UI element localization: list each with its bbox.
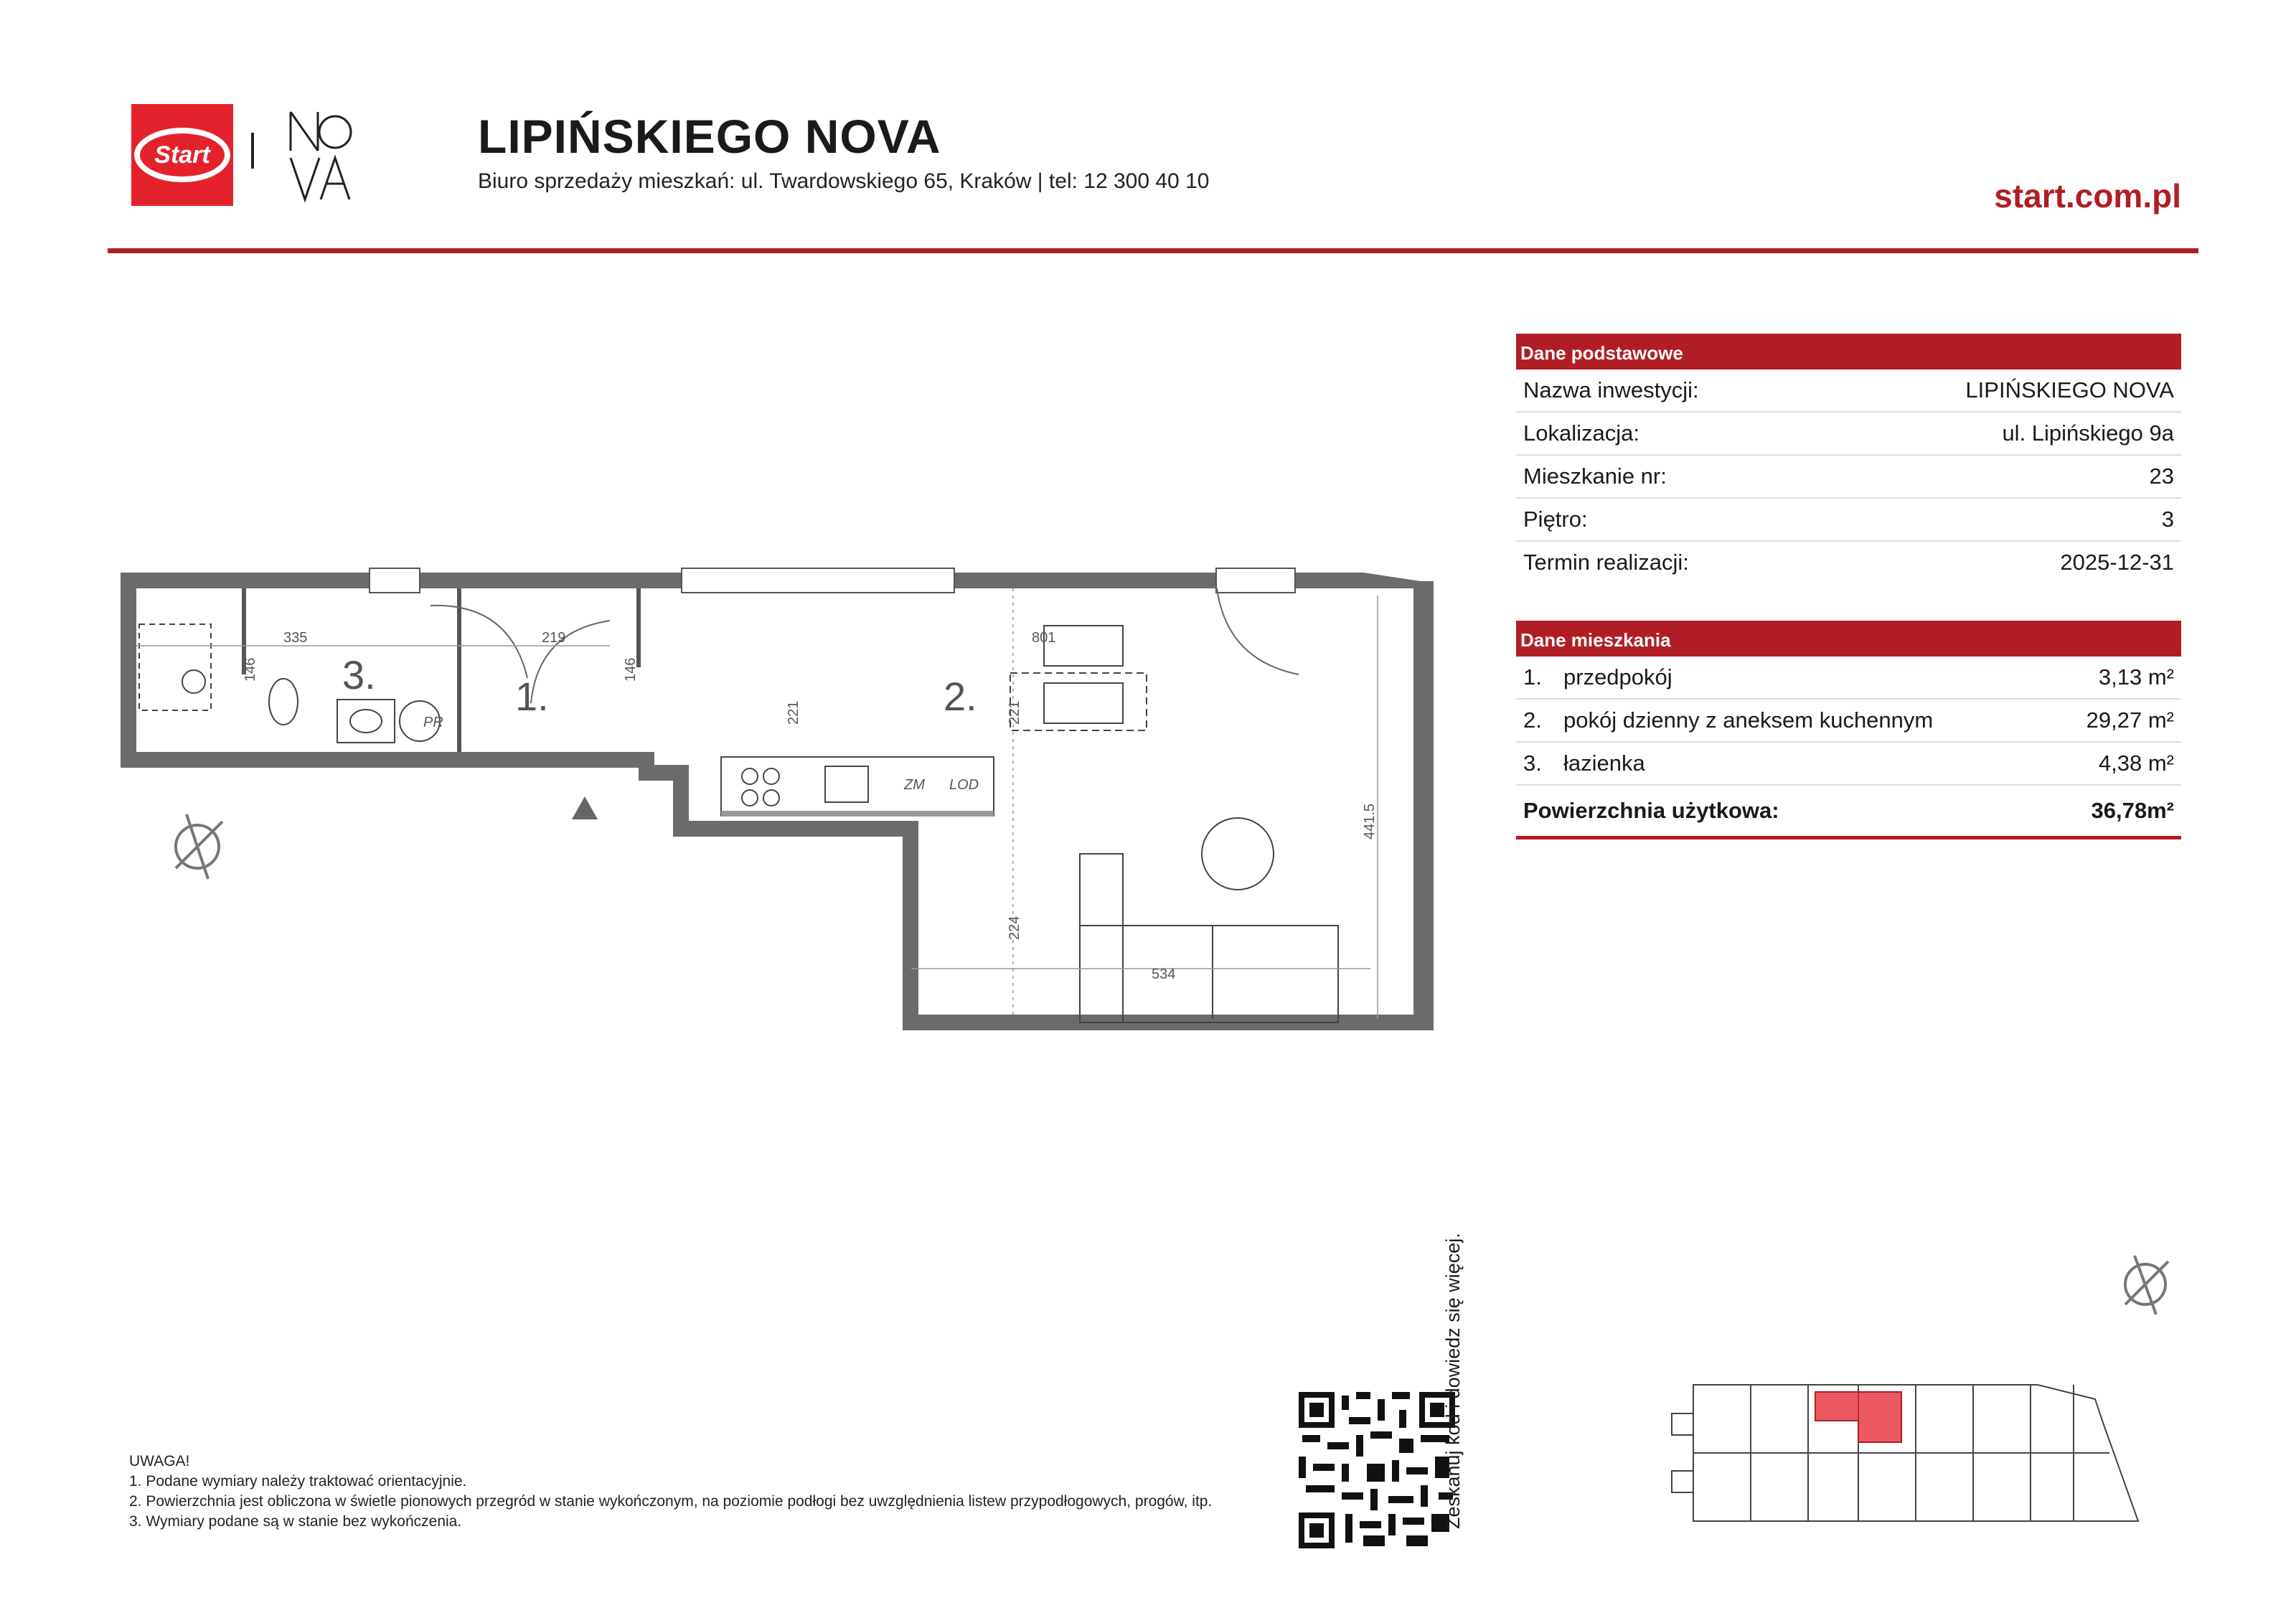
start-logo-emblem	[134, 128, 230, 182]
row-label: Termin realizacji:	[1523, 550, 1689, 575]
dim-label: 224	[1007, 916, 1022, 940]
room-number: 1.	[1523, 664, 1542, 690]
room-area: 29,27 m²	[2086, 707, 2174, 733]
dim-label: 801	[1032, 630, 1056, 646]
dim-label: 441.5	[1362, 803, 1378, 839]
row-value: ul. Lipińskiego 9a	[2002, 420, 2174, 446]
row-value: 3	[2161, 507, 2174, 532]
start-logo	[131, 104, 233, 206]
row-label: Nazwa inwestycji:	[1523, 377, 1699, 403]
fixture-label: LOD	[949, 777, 979, 793]
room-name: pokój dzienny z aneksem kuchennym	[1563, 707, 1934, 733]
dim-label: 146	[243, 657, 258, 682]
room-name: łazienka	[1563, 751, 1645, 776]
room-number: 3.	[1523, 751, 1542, 776]
page-title: LIPIŃSKIEGO NOVA	[478, 110, 941, 163]
qr-code[interactable]	[1299, 1392, 1455, 1548]
row-label: Lokalizacja:	[1523, 420, 1639, 446]
table-row	[1516, 700, 2181, 743]
dim-label: 534	[1152, 966, 1176, 982]
room-label-1: 1.	[515, 674, 549, 719]
dim-label: 335	[283, 630, 308, 646]
room-name: przedpokój	[1563, 664, 1672, 690]
room-area: 4,38 m²	[2098, 751, 2174, 776]
logo-separator	[251, 133, 254, 169]
fixture-label: PR	[423, 715, 443, 730]
room-label-3: 3.	[342, 652, 376, 697]
notes-block	[129, 1452, 1277, 1532]
fixture-label: ZM	[904, 777, 925, 793]
room-area: 3,13 m²	[2098, 664, 2174, 690]
basic-data-heading: Dane podstawowe	[1516, 334, 2181, 370]
sales-office-info: Biuro sprzedaży mieszkań: ul. Twardowskiego 65, Kraków | tel: 12 300 40 10	[478, 169, 1210, 193]
dim-label: 146	[623, 657, 639, 682]
table-row	[1516, 657, 2181, 700]
note-item: 2. Powierzchnia jest obliczona w świetle pionowych przegród w stanie wykończonym, na poziomie podłogi bez uwzględnienia listew przypodłogowych, progów, itp.	[129, 1493, 1213, 1510]
header-divider	[108, 248, 2198, 253]
key-plan	[1665, 1378, 2196, 1535]
table-row	[1516, 743, 2181, 786]
floor-plan	[108, 552, 1457, 1069]
table-row	[1516, 413, 2181, 456]
note-item: 3. Wymiary podane są w stanie bez wykończenia.	[129, 1513, 462, 1530]
website-link[interactable]: start.com.pl	[1994, 177, 2181, 215]
note-item: 1. Podane wymiary należy traktować orientacyjnie.	[129, 1473, 467, 1490]
total-area-row	[1516, 786, 2181, 839]
nova-logo	[283, 106, 355, 207]
basic-data-table	[1516, 334, 2181, 583]
table-row	[1516, 370, 2181, 413]
start-logo-text: Start	[150, 141, 214, 169]
notes-heading: UWAGA!	[129, 1453, 190, 1469]
row-value: 2025-12-31	[2060, 550, 2174, 575]
table-row	[1516, 499, 2181, 542]
apartment-highlight	[1815, 1392, 1901, 1442]
total-area-label: Powierzchnia użytkowa:	[1523, 798, 1779, 823]
room-label-2: 2.	[944, 674, 977, 719]
room-number: 2.	[1523, 707, 1542, 733]
dim-label: 221	[1007, 700, 1022, 725]
table-row	[1516, 456, 2181, 499]
total-area-value: 36,78m²	[2091, 798, 2174, 823]
table-row	[1516, 542, 2181, 583]
dim-label: 221	[786, 700, 801, 725]
row-value: LIPIŃSKIEGO NOVA	[1965, 377, 2174, 403]
dim-label: 219	[542, 630, 566, 646]
apartment-data-heading: Dane mieszkania	[1516, 621, 2181, 657]
entrance-arrow-icon	[572, 796, 598, 819]
row-label: Piętro:	[1523, 507, 1588, 532]
compass-icon	[2109, 1248, 2181, 1320]
compass-icon	[176, 814, 222, 879]
apartment-data-table	[1516, 621, 2181, 839]
qr-caption: Zeskanuj kod i dowiedz się więcej.	[1442, 1233, 1464, 1529]
row-label: Mieszkanie nr:	[1523, 464, 1667, 489]
row-value: 23	[2149, 464, 2174, 489]
